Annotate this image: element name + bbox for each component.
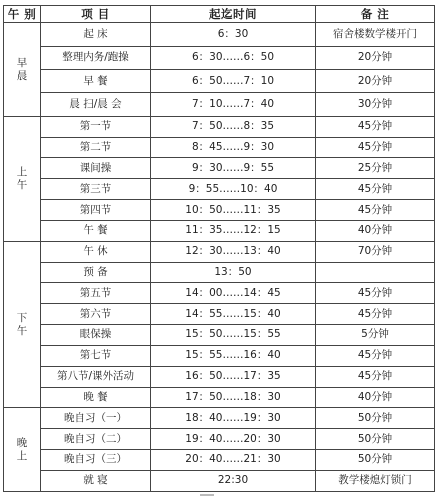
table-row bbox=[4, 116, 435, 137]
row-time: 13：50 bbox=[151, 262, 316, 283]
row-note: 45分钟 bbox=[316, 179, 435, 200]
table-row bbox=[4, 408, 435, 429]
row-item: 早 餐 bbox=[41, 70, 151, 93]
row-time: 19：40……20：30 bbox=[151, 429, 316, 450]
row-note: 50分钟 bbox=[316, 408, 435, 429]
row-time: 6：30……6：50 bbox=[151, 46, 316, 69]
row-item: 午 餐 bbox=[41, 220, 151, 241]
period-morning: 早 晨 bbox=[4, 23, 41, 117]
row-note: 40分钟 bbox=[316, 220, 435, 241]
row-time: 9：30……9：55 bbox=[151, 158, 316, 179]
row-note: 45分钟 bbox=[316, 345, 435, 366]
row-note: 40分钟 bbox=[316, 387, 435, 408]
row-item: 晚自习（一） bbox=[41, 408, 151, 429]
table-row bbox=[4, 325, 435, 346]
row-time: 14：55……15：40 bbox=[151, 304, 316, 325]
row-item: 第一节 bbox=[41, 116, 151, 137]
row-time: 12：30……13：40 bbox=[151, 241, 316, 262]
row-time: 9：55……10：40 bbox=[151, 179, 316, 200]
row-item: 晚自习（二） bbox=[41, 429, 151, 450]
row-time: 8：45……9：30 bbox=[151, 137, 316, 158]
table-row bbox=[4, 179, 435, 200]
row-item: 预 备 bbox=[41, 262, 151, 283]
table-row bbox=[4, 387, 435, 408]
row-item: 午 休 bbox=[41, 241, 151, 262]
row-note: 30分钟 bbox=[316, 93, 435, 116]
header-time: 起迄时间 bbox=[151, 6, 316, 23]
table-row bbox=[4, 93, 435, 116]
row-note: 45分钟 bbox=[316, 366, 435, 387]
row-note: 50分钟 bbox=[316, 450, 435, 471]
row-time: 16：50……17：35 bbox=[151, 366, 316, 387]
row-note: 宿舍楼数学楼开门 bbox=[316, 23, 435, 46]
row-note: 70分钟 bbox=[316, 241, 435, 262]
table-row bbox=[4, 200, 435, 221]
row-time: 10：50……11：35 bbox=[151, 200, 316, 221]
row-item: 晨 扫/晨 会 bbox=[41, 93, 151, 116]
row-time: 11：35……12：15 bbox=[151, 220, 316, 241]
table-row bbox=[4, 158, 435, 179]
table-row bbox=[4, 470, 435, 491]
row-item: 第二节 bbox=[41, 137, 151, 158]
table-header-row bbox=[4, 6, 435, 23]
row-time: 6：50……7：10 bbox=[151, 70, 316, 93]
row-note: 45分钟 bbox=[316, 283, 435, 304]
bottom-mark bbox=[200, 494, 214, 496]
table-row bbox=[4, 283, 435, 304]
row-item: 晚自习（三） bbox=[41, 450, 151, 471]
period-evening: 晚 上 bbox=[4, 408, 41, 492]
row-item: 第七节 bbox=[41, 345, 151, 366]
table-row bbox=[4, 450, 435, 471]
row-note: 50分钟 bbox=[316, 429, 435, 450]
row-note: 20分钟 bbox=[316, 46, 435, 69]
table-row bbox=[4, 262, 435, 283]
row-note: 5分钟 bbox=[316, 325, 435, 346]
period-pm: 下 午 bbox=[4, 241, 41, 408]
row-time: 15：55……16：40 bbox=[151, 345, 316, 366]
row-item: 第六节 bbox=[41, 304, 151, 325]
row-note: 25分钟 bbox=[316, 158, 435, 179]
row-note bbox=[316, 262, 435, 283]
table-row bbox=[4, 241, 435, 262]
row-note: 45分钟 bbox=[316, 200, 435, 221]
row-time: 20：40……21：30 bbox=[151, 450, 316, 471]
table-row bbox=[4, 220, 435, 241]
table-row bbox=[4, 366, 435, 387]
row-item: 第三节 bbox=[41, 179, 151, 200]
row-item: 第五节 bbox=[41, 283, 151, 304]
row-time: 6：30 bbox=[151, 23, 316, 46]
row-item: 起 床 bbox=[41, 23, 151, 46]
row-note: 45分钟 bbox=[316, 137, 435, 158]
row-time: 14：00……14：45 bbox=[151, 283, 316, 304]
table-row bbox=[4, 429, 435, 450]
row-note: 45分钟 bbox=[316, 116, 435, 137]
row-time: 15：50……15：55 bbox=[151, 325, 316, 346]
row-item: 第四节 bbox=[41, 200, 151, 221]
row-time: 22:30 bbox=[151, 470, 316, 491]
table-row bbox=[4, 46, 435, 69]
row-item: 整理内务/跑操 bbox=[41, 46, 151, 69]
row-item: 眼保操 bbox=[41, 325, 151, 346]
header-item: 项 目 bbox=[41, 6, 151, 23]
row-time: 17：50……18：30 bbox=[151, 387, 316, 408]
header-period: 午 别 bbox=[4, 6, 41, 23]
table-row bbox=[4, 70, 435, 93]
row-item: 第八节/课外活动 bbox=[41, 366, 151, 387]
row-note: 教学楼熄灯锁门 bbox=[316, 470, 435, 491]
row-time: 7：50……8：35 bbox=[151, 116, 316, 137]
row-time: 7：10……7：40 bbox=[151, 93, 316, 116]
row-item: 课间操 bbox=[41, 158, 151, 179]
row-item: 就 寝 bbox=[41, 470, 151, 491]
row-item: 晚 餐 bbox=[41, 387, 151, 408]
row-time: 18：40……19：30 bbox=[151, 408, 316, 429]
schedule-table bbox=[3, 5, 435, 492]
row-note: 45分钟 bbox=[316, 304, 435, 325]
row-note: 20分钟 bbox=[316, 70, 435, 93]
period-am: 上 午 bbox=[4, 116, 41, 241]
table-row bbox=[4, 345, 435, 366]
table-row bbox=[4, 137, 435, 158]
table-row bbox=[4, 304, 435, 325]
table-row bbox=[4, 23, 435, 46]
header-note: 备 注 bbox=[316, 6, 435, 23]
